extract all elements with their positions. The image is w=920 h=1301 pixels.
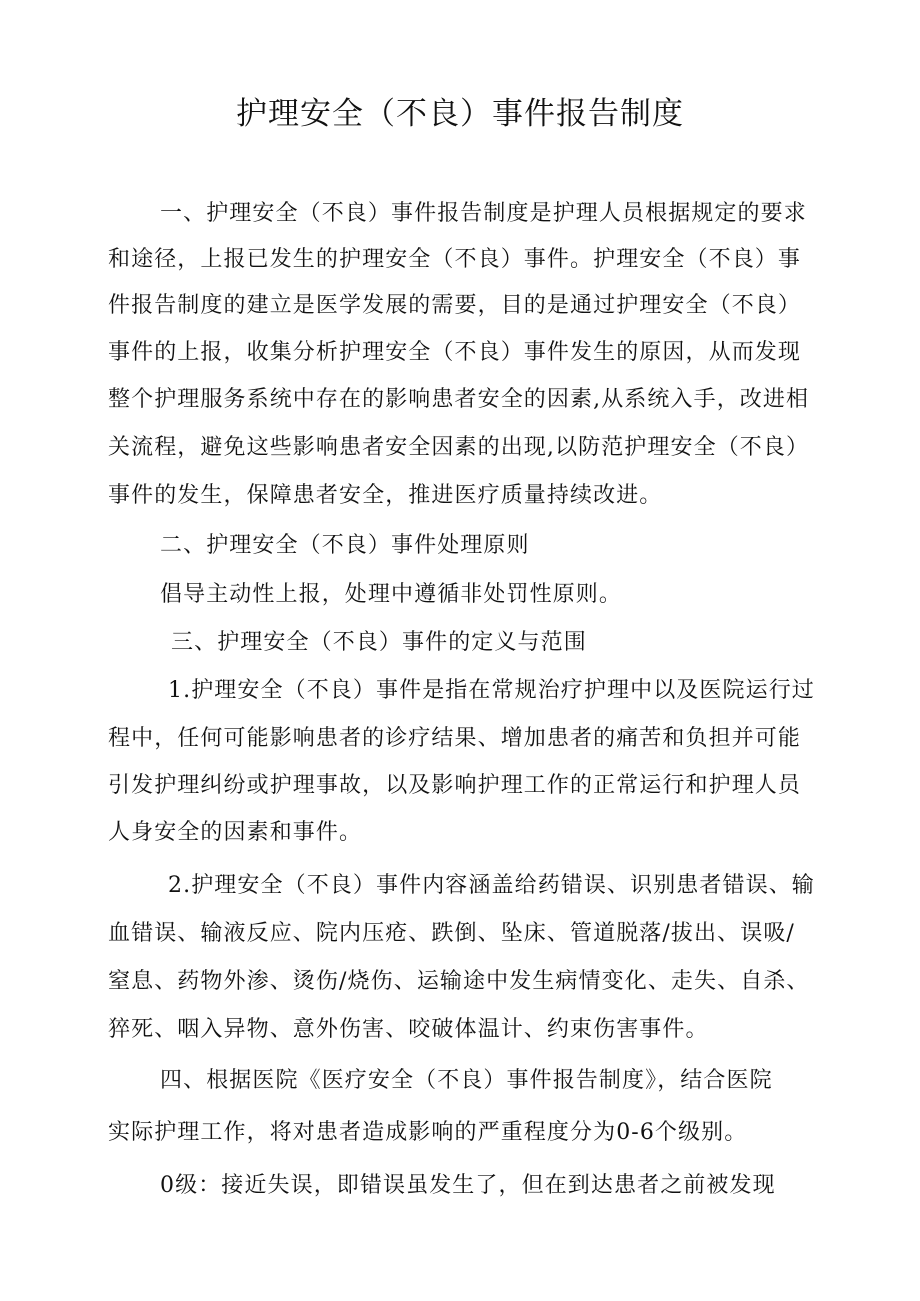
text-line-2: 和途径，上报已发生的护理安全（不良）事件。护理安全（不良）事 [108, 247, 802, 272]
text-line-1: 一、护理安全（不良）事件报告制度是护理人员根据规定的要求 [160, 201, 807, 226]
text-line-5: 整个护理服务系统中存在的影响患者安全的因素,从系统入手，改进相 [108, 387, 810, 412]
text-line-6: 关流程，避免这些影响患者安全因素的出现,以防范护理安全（不良） [108, 435, 810, 460]
text-line-16: 血错误、输液反应、院内压疮、跌倒、坠床、管道脱落/拔出、误吸/ [108, 921, 795, 946]
text-line-3: 件报告制度的建立是医学发展的需要，目的是通过护理安全（不良） [108, 293, 802, 318]
text-line-12: 程中，任何可能影响患者的诊疗结果、增加患者的痛苦和负担并可能 [108, 726, 802, 751]
section-heading-3: 三、护理安全（不良）事件的定义与范围 [171, 630, 587, 655]
text-line-21: 0级：接近失误，即错误虽发生了，但在到达患者之前被发现 [160, 1173, 776, 1198]
text-line-15: 2.护理安全（不良）事件内容涵盖给药错误、识别患者错误、输 [168, 873, 815, 898]
text-line-11: 1.护理安全（不良）事件是指在常规治疗护理中以及医院运行过 [168, 678, 815, 703]
section-heading-4: 四、根据医院《医疗安全（不良）事件报告制度》，结合医院 [160, 1068, 773, 1093]
text-line-20: 实际护理工作，将对患者造成影响的严重程度分为0-6个级别。 [108, 1120, 748, 1145]
section-heading-2: 二、护理安全（不良）事件处理原则 [160, 533, 530, 558]
text-line-14: 人身安全的因素和事件。 [108, 820, 363, 845]
text-line-17: 窒息、药物外渗、烫伤/烧伤、运输途中发生病情变化、走失、自杀、 [108, 969, 810, 994]
text-line-18: 猝死、咽入异物、意外伤害、咬破体温计、约束伤害事件。 [108, 1017, 709, 1042]
text-line-9: 倡导主动性上报，处理中遵循非处罚性原则。 [160, 582, 623, 607]
text-line-13: 引发护理纠纷或护理事故，以及影响护理工作的正常运行和护理人员 [108, 773, 802, 798]
text-line-7: 事件的发生，保障患者安全，推进医疗质量持续改进。 [108, 483, 663, 508]
document-title: 护理安全（不良）事件报告制度 [236, 96, 684, 132]
text-line-4: 事件的上报，收集分析护理安全（不良）事件发生的原因，从而发现 [108, 340, 802, 365]
